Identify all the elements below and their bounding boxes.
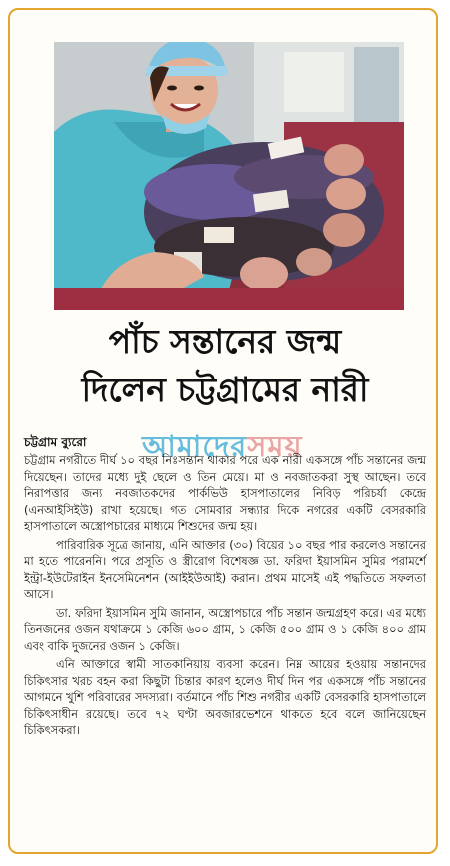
- paragraph-2: পারিবারিক সূত্রে জানায়, এনি আক্তার (৩০) বিয়ের ১০ বছর পার করলেও সন্তানের মা হতে পারেননি। পরে প্রসূতি ও স্ত্রীরোগ বিশেষজ্ঞ ডা. ফরিদা ইয়াসমিন সুমির পরামর্শে ইন্ট্রা-ইউটেরাইন ইনসেমিনেশন (আইইউআই) করান। প্রথম মাসেই এই পদ্ধতিতে সফলতা আসে।: [24, 537, 426, 601]
- paragraph-3: ডা. ফরিদা ইয়াসমিন সুমি জানান, অস্ত্রোপচারে পাঁচ সন্তান জন্মগ্রহণ করে। এর মধ্যে তিনজনের ওজন যথাক্রমে ১ কেজি ৬০০ গ্রাম, ১ কেজি ৫০০ গ্রাম ও ১ কেজি ৪০০ গ্রাম এবং বাকি দুজনের ওজন ১ কেজি।: [24, 605, 426, 653]
- article-body: [24, 452, 426, 741]
- headline-line-1: পাঁচ সন্তানের জন্ম: [108, 322, 342, 361]
- byline: চট্টগ্রাম ব্যুরো: [24, 435, 87, 449]
- paragraph-1: চট্টগ্রাম নগরীতে দীর্ঘ ১০ বছর নিঃসন্তান থাকার পরে এক নারী একসঙ্গে পাঁচ সন্তানের জন্ম দিয়েছেন। তাদের মধ্যে দুই ছেলে ও তিন মেয়ে। মা ও নবজাতকরা সুস্থ আছেন। তবে নিরাপত্তার জন্য নবজাতকদের পার্কভিউ হাসপাতালের নিবিড় পরিচর্যা কেন্দ্রে (এনআইসিইউ) রাখা হয়েছে। গত সোমবার সন্ধ্যার দিকে নগরের একটি বেসরকারি হাসপাতালে অস্ত্রোপচারের মাধ্যমে শিশুদের জন্ম হয়।: [24, 453, 426, 533]
- byline-row: [24, 429, 426, 463]
- watermark-part-2: সময়: [247, 429, 303, 463]
- watermark-part-1: আমাদের: [142, 429, 248, 463]
- paragraph-4: এনি আক্তারে স্বামী সাতকানিয়ায় ব্যবসা করেন। নিম্ন আয়ের হওয়ায় সন্তানদের চিকিৎসার খরচ বহন করা কিছুটা চিন্তার কারণ হলেও দীর্ঘ দিন পর একসঙ্গে পাঁচ সন্তানের আগমনে খুশি পরিবারের সদস্যরা। বর্তমানে পাঁচ শিশু নগরীর একটি বেসরকারি হাসপাতালে চিকিৎসাধীন রয়েছে। তবে ৭২ ঘণ্টা অবজারভেশনে থাকতে হবে বলে জানিয়েছেন চিকিৎসকরা।: [24, 657, 426, 737]
- news-photo: [54, 42, 404, 310]
- headline-line-2: দিলেন চট্টগ্রামের নারী: [81, 370, 369, 409]
- headline: [18, 318, 432, 414]
